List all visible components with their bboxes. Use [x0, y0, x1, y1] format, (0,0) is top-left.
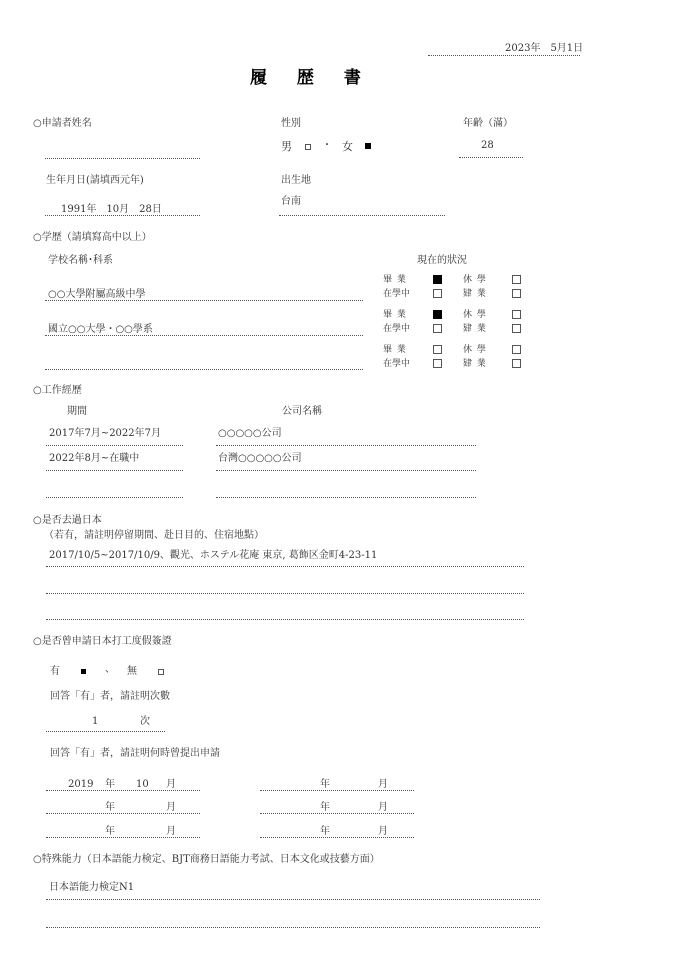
- month-unit: 月: [378, 802, 388, 813]
- count-field[interactable]: 1: [92, 716, 99, 727]
- gender-female-label: 女: [342, 140, 353, 153]
- company-underline: [216, 470, 476, 471]
- status-graduated-label: 畢 業: [383, 310, 407, 320]
- count-unit: 次: [140, 716, 150, 727]
- status-dropped-checkbox[interactable]: [512, 359, 521, 368]
- status-graduated-checkbox[interactable]: [433, 345, 442, 354]
- status-graduated-label: 畢 業: [383, 345, 407, 355]
- working-holiday-no-checkbox[interactable]: [158, 669, 164, 675]
- document-title: 履 歴 書: [250, 68, 373, 88]
- status-suspended-checkbox[interactable]: [512, 275, 521, 284]
- date-underline: [428, 55, 580, 56]
- birthplace-field[interactable]: 台南: [281, 196, 301, 207]
- status-dropped-label: 肄 業: [463, 289, 487, 299]
- japan-visit-hint: （若有，請註明停留期間、赴日目的、住宿地點）: [44, 530, 264, 541]
- status-enrolled-checkbox[interactable]: [433, 324, 442, 333]
- application-year-field[interactable]: 2019: [68, 779, 94, 790]
- status-dropped-checkbox[interactable]: [512, 289, 521, 298]
- application-date-underline: [46, 790, 200, 791]
- month-unit: 月: [378, 779, 388, 790]
- month-unit: 月: [166, 779, 176, 790]
- company-field[interactable]: ○○○○○公司: [218, 428, 282, 439]
- school-underline: [45, 335, 363, 336]
- status-enrolled-checkbox[interactable]: [433, 359, 442, 368]
- period-field[interactable]: 2017年7月~2022年7月: [49, 428, 162, 439]
- gender-separator: ・: [322, 140, 332, 151]
- period-field[interactable]: 2022年8月~在職中: [49, 453, 140, 464]
- period-underline: [46, 497, 183, 498]
- school-underline: [45, 300, 363, 301]
- gender-label: 性別: [281, 118, 301, 129]
- japan-visit-underline: [46, 593, 524, 594]
- working-holiday-section-label: ○是否曾申請日本打工度假簽證: [33, 636, 172, 647]
- status-graduated-checkbox[interactable]: [433, 275, 442, 284]
- year-unit: 年: [105, 779, 115, 790]
- gender-male-checkbox[interactable]: [305, 144, 311, 150]
- month-unit: 月: [166, 802, 176, 813]
- skills-section-label: ○特殊能力（日本語能力検定、BJT商務日語能力考試、日本文化或技藝方面）: [33, 854, 380, 865]
- status-suspended-label: 休 學: [463, 310, 487, 320]
- japan-visit-underline: [46, 566, 524, 567]
- status-dropped-label: 肄 業: [463, 359, 487, 369]
- skills-underline: [46, 927, 540, 928]
- status-enrolled-label: 在學中: [383, 289, 411, 299]
- working-holiday-no-label: 無: [127, 666, 137, 677]
- year-unit: 年: [105, 802, 115, 813]
- gender-female-checkbox[interactable]: [365, 143, 371, 149]
- school-underline: [45, 369, 363, 370]
- age-underline: [459, 157, 523, 158]
- applicant-name-label: ○申請者姓名: [33, 118, 92, 129]
- application-date-underline: [46, 837, 200, 838]
- birthplace-underline: [279, 215, 445, 216]
- birthdate-label: 生年月日(請填西元年): [46, 175, 144, 186]
- working-holiday-yes-label: 有: [50, 666, 60, 677]
- status-column-label: 現在的狀況: [417, 255, 467, 266]
- period-column-label: 期間: [67, 406, 87, 417]
- working-holiday-separator: 、: [105, 664, 115, 675]
- year-unit: 年: [320, 802, 330, 813]
- month-unit: 月: [378, 826, 388, 837]
- company-underline: [216, 497, 476, 498]
- birthdate-underline: [45, 215, 200, 216]
- company-column-label: 公司名稱: [282, 406, 322, 417]
- status-dropped-label: 肄 業: [463, 324, 487, 334]
- birthdate-field[interactable]: 1991年 10月 28日: [61, 204, 162, 215]
- japan-visit-underline: [46, 619, 524, 620]
- status-graduated-checkbox[interactable]: [433, 310, 442, 319]
- company-field[interactable]: 台灣○○○○○公司: [218, 453, 302, 464]
- name-underline: [45, 158, 200, 159]
- month-unit: 月: [166, 826, 176, 837]
- gender-male-label: 男: [281, 140, 292, 153]
- year-unit: 年: [105, 826, 115, 837]
- application-date-underline: [46, 813, 200, 814]
- status-enrolled-label: 在學中: [383, 324, 411, 334]
- age-field[interactable]: 28: [481, 140, 494, 151]
- application-date-underline: [260, 813, 414, 814]
- application-month-field[interactable]: 10: [136, 779, 149, 790]
- school-column-label: 学校名稱･科系: [48, 255, 113, 266]
- year-unit: 年: [320, 779, 330, 790]
- status-graduated-label: 畢 業: [383, 275, 407, 285]
- application-date-underline: [260, 837, 414, 838]
- status-suspended-label: 休 學: [463, 275, 487, 285]
- count-underline: [46, 731, 165, 732]
- when-prompt: 回答「有」者，請註明何時曾提出申請: [50, 748, 220, 759]
- japan-visit-section-label: ○是否去過日本: [33, 515, 102, 526]
- age-label: 年齢（滿）: [463, 118, 513, 129]
- education-section-label: ○学歴（請填寫高中以上）: [33, 232, 152, 243]
- japan-visit-field[interactable]: 2017/10/5~2017/10/9、觀光、ホステル花庵 東京, 葛飾区金町4-23-11: [49, 550, 378, 561]
- year-unit: 年: [320, 826, 330, 837]
- period-underline: [46, 445, 183, 446]
- work-section-label: ○工作經歷: [33, 385, 82, 396]
- status-dropped-checkbox[interactable]: [512, 324, 521, 333]
- working-holiday-yes-checkbox[interactable]: [81, 669, 86, 674]
- period-underline: [46, 470, 183, 471]
- school-field[interactable]: ○○大學附屬高級中學: [48, 289, 146, 300]
- birthplace-label: 出生地: [281, 175, 311, 186]
- status-suspended-checkbox[interactable]: [512, 345, 521, 354]
- document-date: 2023年 5月1日: [505, 43, 584, 54]
- count-prompt: 回答「有」者，請註明次數: [50, 691, 170, 702]
- skills-field[interactable]: 日本語能力検定N1: [49, 882, 135, 893]
- skills-underline: [46, 899, 540, 900]
- status-enrolled-label: 在學中: [383, 359, 411, 369]
- company-underline: [216, 445, 476, 446]
- school-field[interactable]: 國立○○大學・○○學系: [48, 324, 153, 335]
- status-suspended-checkbox[interactable]: [512, 310, 521, 319]
- status-suspended-label: 休 學: [463, 345, 487, 355]
- application-date-underline: [260, 790, 414, 791]
- status-enrolled-checkbox[interactable]: [433, 289, 442, 298]
